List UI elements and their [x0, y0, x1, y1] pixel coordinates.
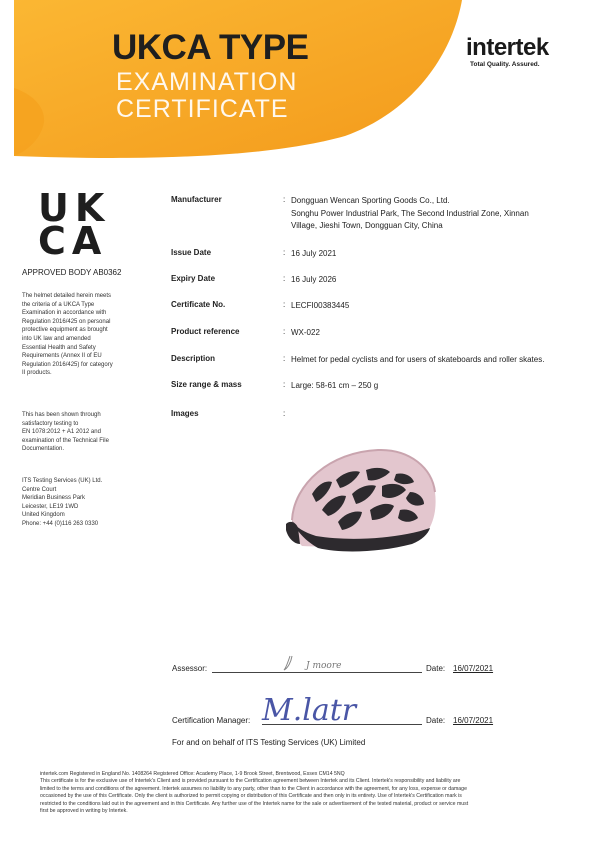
assessor-signature: [282, 652, 362, 674]
intertek-logo: intertek: [466, 34, 549, 61]
intertek-tagline: Total Quality. Assured.: [470, 61, 540, 68]
testing-line: Documentation.: [22, 446, 65, 453]
compliance-line: protective equipment as brought: [22, 327, 108, 334]
compliance-line: Requirements (Annex II of EU: [22, 353, 102, 360]
compliance-line: Regulation 2016/425) for category: [22, 361, 113, 368]
assessor-signature-text: J moore: [306, 661, 342, 671]
address-line: Centre Court: [22, 486, 57, 493]
size-range-label: Size range & mass: [171, 380, 242, 389]
manufacturer-value: [291, 195, 591, 233]
testing-line: satisfactory testing to: [22, 420, 79, 427]
certificate-subtitle-line1: EXAMINATION: [116, 68, 298, 96]
compliance-statement: [22, 292, 134, 378]
manager-signature: [258, 690, 388, 728]
ukca-mark-row1: UK: [38, 186, 111, 230]
colon: :: [283, 380, 286, 389]
colon: :: [283, 300, 286, 309]
compliance-line: Essential Health and Safety: [22, 344, 96, 351]
colon: :: [283, 327, 286, 336]
legal-footer: [40, 771, 580, 815]
manufacturer-label: Manufacturer: [171, 195, 222, 204]
description-text: Helmet for pedal cyclists and for users of skateboards and roller skates.: [291, 355, 545, 364]
manufacturer-line: Songhu Power Industrial Park, The Second Industrial Zone, Xinnan: [291, 208, 529, 218]
compliance-line: Regulation 2016/425 on personal: [22, 318, 111, 325]
certificate-number-label: Certificate No.: [171, 300, 226, 309]
product-reference-label: Product reference: [171, 327, 240, 336]
product-reference-value: WX-022: [291, 328, 320, 337]
issue-date-label: Issue Date: [171, 248, 212, 257]
address-line: Phone: +44 (0)116 263 0330: [22, 520, 99, 527]
issuer-address: [22, 477, 134, 529]
colon: :: [283, 248, 286, 257]
manufacturer-line: Village, Jieshi Town, Dongguan City, China: [291, 221, 443, 230]
size-range-value: Large: 58-61 cm – 250 g: [291, 381, 379, 390]
footer-line: This certificate is for the exclusive use of Intertek's Client and is provided pursuant to the Certification agreement between Intertek and its Client. Intertek's responsibility and liability are: [40, 778, 461, 785]
compliance-line: II products.: [22, 370, 52, 377]
compliance-line: The helmet detailed herein meets: [22, 293, 112, 299]
manufacturer-line: Dongguan Wencan Sporting Goods Co., Ltd.: [291, 196, 450, 205]
description-label: Description: [171, 354, 216, 363]
testing-line: This has been shown through: [22, 412, 101, 418]
testing-statement: [22, 411, 134, 454]
certificate-number-value: LECFI00383445: [291, 301, 350, 310]
description-value: [291, 354, 591, 367]
assessor-date: 16/07/2021: [453, 664, 494, 673]
issue-date-value: 16 July 2021: [291, 249, 337, 258]
compliance-line: into UK law and amended: [22, 335, 91, 342]
address-line: ITS Testing Services (UK) Ltd.: [22, 478, 103, 484]
assessor-date-label: Date:: [426, 664, 446, 673]
colon: :: [283, 274, 286, 283]
footer-line: restricted to the conditions laid out in the agreement and in this Certificate. Any further use of the Intertek name for the sale or advertisement of the tested material, product or service must: [40, 800, 469, 807]
manager-date-label: Date:: [426, 716, 446, 725]
colon: :: [283, 409, 286, 418]
ukca-mark: [38, 186, 111, 263]
expiry-date-label: Expiry Date: [171, 274, 216, 283]
testing-line: examination of the Technical File: [22, 437, 109, 444]
address-line: Meridian Business Park: [22, 495, 86, 502]
images-label: Images: [171, 409, 199, 418]
manager-signature-text: M.latr: [262, 693, 357, 728]
certificate-title: UKCA TYPE: [112, 28, 309, 67]
helmet-image: [282, 440, 440, 558]
footer-line: intertek.com Registered in England No. 1408264 Registered Office: Academy Place, 1-9 Brook Street, Brentwood, Essex CM14 5NQ: [40, 771, 345, 777]
footer-line: limited to the terms and conditions of the agreement. Intertek assumes no liability to any party, other than to the Client in accordance with the agreement, for any loss, expense or damage: [40, 785, 467, 792]
compliance-line: the criteria of a UKCA Type: [22, 301, 95, 308]
testing-line: EN 1078:2012 + A1 2012 and: [22, 429, 101, 436]
approved-body: APPROVED BODY AB0362: [22, 268, 122, 277]
manager-label: Certification Manager:: [172, 716, 251, 725]
expiry-date-value: 16 July 2026: [291, 275, 337, 284]
manager-date: 16/07/2021: [453, 716, 494, 725]
ukca-mark-row2: CA: [38, 219, 108, 263]
footer-line: first be approved in writing by Intertek.: [40, 808, 128, 815]
colon: :: [283, 195, 286, 204]
colon: :: [283, 354, 286, 363]
certificate-subtitle-line2: CERTIFICATE: [116, 95, 289, 123]
address-line: United Kingdom: [22, 512, 65, 519]
on-behalf-statement: For and on behalf of ITS Testing Services (UK) Limited: [172, 738, 366, 747]
assessor-label: Assessor:: [172, 664, 208, 673]
address-line: Leicester, LE19 1WD: [22, 503, 79, 510]
footer-line: occasioned by the use of this Certificate. Only the client is authorized to permit copying or distribution of this Certificate and then only in its entirety. Use of Intertek's Certification mark is: [40, 793, 462, 800]
compliance-line: Examination in accordance with: [22, 310, 107, 317]
header-banner: [0, 0, 606, 160]
